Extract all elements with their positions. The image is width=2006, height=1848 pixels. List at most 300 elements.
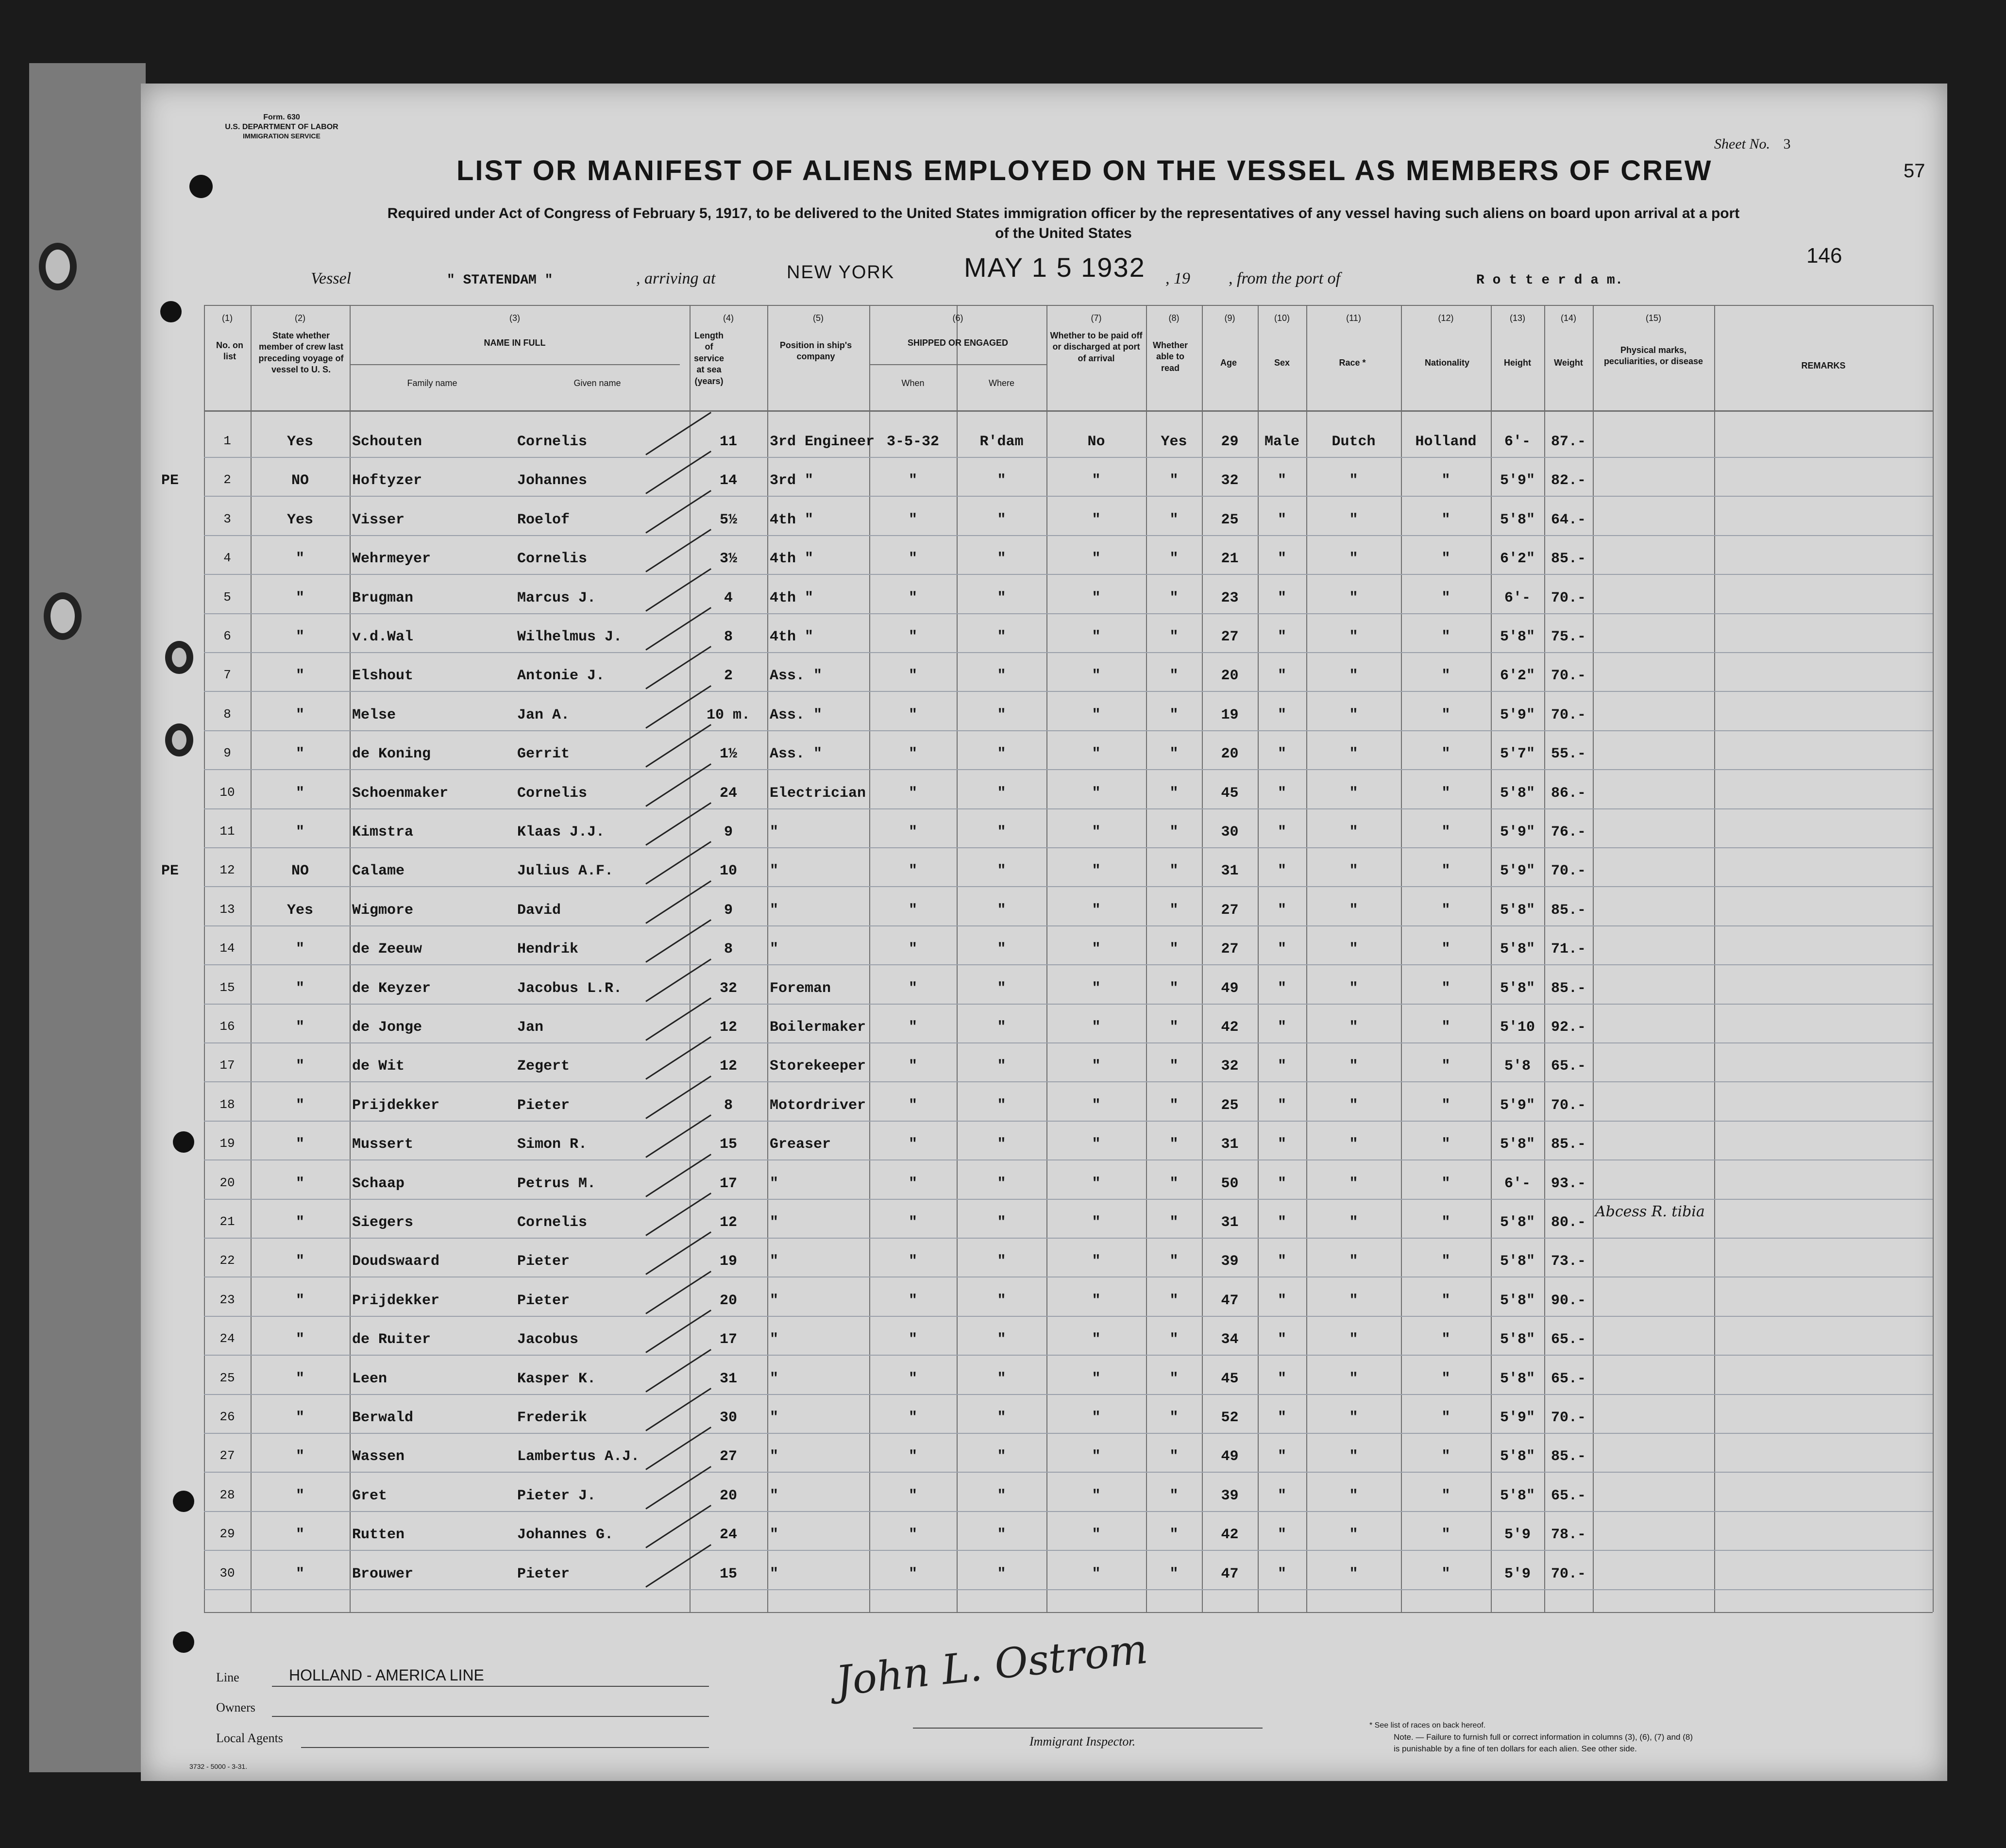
cell-no: 2 (223, 472, 231, 487)
column-rule (1593, 305, 1594, 1612)
cell-nat: " (1441, 668, 1450, 685)
cell-paid: " (1092, 941, 1101, 958)
column-number: (10) (1274, 313, 1290, 323)
cell-weight: 70.- (1551, 668, 1586, 685)
owners-label: Owners (216, 1700, 255, 1714)
cell-weight: 65.- (1551, 1487, 1586, 1504)
cell-position: " (770, 1448, 779, 1465)
corner-number: 57 (1904, 160, 1925, 182)
cell-read: " (1169, 668, 1179, 685)
cell-no: 4 (223, 551, 231, 566)
column-number: (12) (1438, 313, 1454, 323)
cell-weight: 71.- (1551, 941, 1586, 958)
cell-family: Melse (352, 706, 396, 723)
cell-race: " (1349, 746, 1358, 763)
cell-paid: " (1092, 746, 1101, 763)
column-number: (2) (295, 313, 305, 323)
cell-race: " (1349, 629, 1358, 645)
cell-nat: " (1441, 1410, 1450, 1426)
cell-when: " (908, 1292, 917, 1309)
cell-prev: Yes (287, 434, 313, 450)
cell-no: 20 (219, 1175, 235, 1190)
cell-prev: " (295, 824, 304, 840)
cell-prev: " (295, 706, 304, 723)
cell-no: 22 (219, 1253, 235, 1268)
cell-where: " (997, 1058, 1006, 1075)
cell-weight: 85.- (1551, 980, 1586, 997)
cell-nat: " (1441, 589, 1450, 606)
header-where: Where (988, 378, 1014, 388)
cell-position: Greaser (770, 1136, 831, 1153)
inspector-signature: John L. Ostrom (833, 1625, 1150, 1705)
cell-position: " (770, 1527, 779, 1544)
cell-service: 30 (719, 1410, 737, 1426)
cell-age: 49 (1221, 1448, 1239, 1465)
punch-hole-icon (160, 301, 182, 322)
cell-prev: " (295, 1527, 304, 1544)
cell-race: " (1349, 941, 1358, 958)
cell-service: 24 (719, 785, 737, 802)
cell-paid: No (1087, 434, 1105, 450)
cell-race: " (1349, 785, 1358, 802)
table-row-rule (204, 574, 1933, 575)
cell-age: 45 (1221, 785, 1239, 802)
cell-race: " (1349, 472, 1358, 489)
cell-age: 52 (1221, 1410, 1239, 1426)
table-row-rule (204, 1589, 1933, 1590)
cell-nat: " (1441, 941, 1450, 958)
cell-where: " (997, 629, 1006, 645)
cell-no: 23 (219, 1292, 235, 1307)
cell-nat: " (1441, 785, 1450, 802)
cell-sex: Male (1264, 434, 1299, 450)
cell-service: 31 (719, 1370, 737, 1387)
cell-paid: " (1092, 1175, 1101, 1192)
cell-service: 20 (719, 1292, 737, 1309)
cell-where: " (997, 1292, 1006, 1309)
cell-age: 27 (1221, 902, 1239, 919)
cell-given: Cornelis (517, 551, 588, 568)
cell-position: " (770, 1487, 779, 1504)
cell-height: 5'7" (1500, 746, 1535, 763)
cell-no: 8 (223, 706, 231, 722)
cell-when: " (908, 629, 917, 645)
form-number: Form. 630 (263, 113, 300, 121)
cell-weight: 93.- (1551, 1175, 1586, 1192)
cell-given: Hendrik (517, 941, 579, 958)
cell-given: Pieter J. (517, 1487, 596, 1504)
cell-weight: 70.- (1551, 1097, 1586, 1114)
line-label: Line (216, 1670, 239, 1684)
cell-age: 42 (1221, 1019, 1239, 1036)
cell-family: Wassen (352, 1448, 405, 1465)
cell-weight: 76.- (1551, 824, 1586, 840)
cell-service: 1½ (719, 746, 737, 763)
cell-race: " (1349, 824, 1358, 840)
line-field-rule (272, 1686, 709, 1687)
cell-paid: " (1092, 1058, 1101, 1075)
punch-hole-icon (173, 1631, 194, 1653)
shipped-subheader-rule (869, 364, 1046, 365)
cell-paid: " (1092, 785, 1101, 802)
cell-given: Cornelis (517, 1214, 588, 1231)
cell-sex: " (1277, 980, 1286, 997)
cell-given: Frederik (517, 1410, 588, 1426)
cell-prev: " (295, 668, 304, 685)
cell-service: 11 (719, 434, 737, 450)
page-subtitle (214, 204, 1913, 243)
cell-when: " (908, 472, 917, 489)
cell-service: 3½ (719, 551, 737, 568)
cell-age: 39 (1221, 1253, 1239, 1270)
header-name-in-full: NAME IN FULL (484, 338, 546, 348)
cell-prev: " (295, 1565, 304, 1582)
cell-sex: " (1277, 1253, 1286, 1270)
cell-read: " (1169, 1565, 1179, 1582)
cell-when: " (908, 551, 917, 568)
cell-height: 5'10 (1500, 1019, 1535, 1036)
cell-height: 5'9" (1500, 863, 1535, 880)
cell-height: 5'8" (1500, 941, 1535, 958)
cell-paid: " (1092, 1214, 1101, 1231)
cell-age: 47 (1221, 1292, 1239, 1309)
cell-given: Klaas J.J. (517, 824, 605, 840)
cell-position: " (770, 1565, 779, 1582)
vessel-name: " STATENDAM " (447, 273, 553, 288)
cell-nat: " (1441, 1058, 1450, 1075)
cell-paid: " (1092, 589, 1101, 606)
cell-race: " (1349, 1097, 1358, 1114)
cell-no: 1 (223, 434, 231, 448)
cell-nat: " (1441, 1370, 1450, 1387)
cell-read: " (1169, 589, 1179, 606)
header-height: Height (1504, 358, 1531, 368)
header-paid-off: Whether to be paid off or discharged at port of arrival (1050, 331, 1143, 363)
cell-prev: " (295, 1019, 304, 1036)
cell-height: 5'8" (1500, 1331, 1535, 1348)
cell-nat: " (1441, 1565, 1450, 1582)
cell-given: Antonie J. (517, 668, 605, 685)
table-row-rule (204, 1511, 1933, 1512)
cell-when: " (908, 1331, 917, 1348)
cell-service: 12 (719, 1058, 737, 1075)
cell-service: 10 m. (706, 706, 750, 723)
header-sex: Sex (1274, 358, 1290, 368)
cell-service: 14 (719, 472, 737, 489)
cell-position: Ass. " (770, 706, 823, 723)
cell-weight: 64.- (1551, 511, 1586, 528)
cell-where: " (997, 902, 1006, 919)
cell-paid: " (1092, 1487, 1101, 1504)
cell-where: " (997, 785, 1006, 802)
cell-race: " (1349, 668, 1358, 685)
cell-position: 4th " (770, 551, 814, 568)
cell-read: " (1169, 746, 1179, 763)
header-family-name: Family name (407, 378, 457, 388)
cell-given: Cornelis (517, 785, 588, 802)
table-row-rule (204, 886, 1933, 887)
cell-weight: 90.- (1551, 1292, 1586, 1309)
cell-prev: " (295, 1058, 304, 1075)
cell-prev: " (295, 1214, 304, 1231)
cell-height: 6'- (1504, 589, 1531, 606)
header-last-voyage: State whether member of crew last preceding voyage of vessel to U. S. (258, 331, 344, 375)
cell-read: " (1169, 902, 1179, 919)
table-row-rule (204, 925, 1933, 926)
cell-where: " (997, 1175, 1006, 1192)
cell-sex: " (1277, 1331, 1286, 1348)
cell-paid: " (1092, 863, 1101, 880)
cell-weight: 65.- (1551, 1370, 1586, 1387)
cell-service: 8 (724, 941, 733, 958)
cell-prev: " (295, 1410, 304, 1426)
column-number: (4) (723, 313, 734, 323)
cell-no: 5 (223, 589, 231, 605)
column-number: (13) (1509, 313, 1525, 323)
cell-read: " (1169, 1058, 1179, 1075)
column-rule (1714, 305, 1715, 1612)
cell-service: 17 (719, 1175, 737, 1192)
cell-age: 20 (1221, 668, 1239, 685)
column-rule (1933, 305, 1934, 1612)
cell-weight: 86.- (1551, 785, 1586, 802)
cell-where: " (997, 941, 1006, 958)
cell-weight: 70.- (1551, 1410, 1586, 1426)
cell-service: 10 (719, 863, 737, 880)
table-row-rule (204, 1433, 1933, 1434)
cell-where: " (997, 746, 1006, 763)
cell-when: " (908, 511, 917, 528)
cell-sex: " (1277, 706, 1286, 723)
cell-paid: " (1092, 472, 1101, 489)
cell-read: " (1169, 1292, 1179, 1309)
cell-position: 3rd " (770, 472, 814, 489)
cell-given: Kasper K. (517, 1370, 596, 1387)
cell-when: " (908, 863, 917, 880)
cell-age: 31 (1221, 1214, 1239, 1231)
cell-no: 10 (219, 785, 235, 800)
cell-given: Pieter (517, 1292, 570, 1309)
cell-no: 15 (219, 980, 235, 995)
cell-when: " (908, 1448, 917, 1465)
cell-race: " (1349, 1292, 1358, 1309)
cell-race: " (1349, 1331, 1358, 1348)
table-row-rule (204, 1550, 1933, 1551)
cell-when: " (908, 1487, 917, 1504)
table-row-rule (204, 1121, 1933, 1122)
punch-hole-icon (173, 1131, 194, 1153)
cell-prev: Yes (287, 902, 313, 919)
shipping-line: HOLLAND - AMERICA LINE (289, 1666, 484, 1684)
cell-family: Siegers (352, 1214, 414, 1231)
cell-paid: " (1092, 1097, 1101, 1114)
cell-race: " (1349, 589, 1358, 606)
cell-nat: " (1441, 863, 1450, 880)
cell-read: " (1169, 1410, 1179, 1426)
cell-read: " (1169, 1175, 1179, 1192)
cell-weight: 85.- (1551, 902, 1586, 919)
cell-read: " (1169, 629, 1179, 645)
cell-height: 5'9 (1504, 1527, 1531, 1544)
cell-weight: 85.- (1551, 1136, 1586, 1153)
local-agents-label: Local Agents (216, 1731, 283, 1745)
cell-service: 4 (724, 589, 733, 606)
cell-paid: " (1092, 1292, 1101, 1309)
cell-height: 5'8" (1500, 1292, 1535, 1309)
cell-position: 3rd Engineer (770, 434, 875, 450)
cell-no: 11 (219, 824, 235, 839)
cell-nat: " (1441, 902, 1450, 919)
cell-where: " (997, 980, 1006, 997)
cell-when: " (908, 589, 917, 606)
printer-code: 3732 - 5000 - 3-31. (189, 1763, 248, 1770)
cell-height: 6'- (1504, 1175, 1531, 1192)
cell-given: Marcus J. (517, 589, 596, 606)
cell-position: Boilermaker (770, 1019, 866, 1036)
header-race: Race * (1339, 358, 1366, 368)
cell-where: " (997, 1019, 1006, 1036)
inspector-label: Immigrant Inspector. (1029, 1734, 1136, 1748)
cell-weight: 85.- (1551, 1448, 1586, 1465)
cell-where: " (997, 863, 1006, 880)
cell-where: " (997, 1331, 1006, 1348)
cell-prev: " (295, 785, 304, 802)
binder-ring-icon (165, 723, 193, 756)
cell-height: 5'8" (1500, 1136, 1535, 1153)
cell-paid: " (1092, 1527, 1101, 1544)
header-able-to-read: Whether able to read (1153, 340, 1188, 373)
cell-sex: " (1277, 1292, 1286, 1309)
cell-age: 34 (1221, 1331, 1239, 1348)
cell-read: " (1169, 863, 1179, 880)
cell-race: " (1349, 1175, 1358, 1192)
cell-height: 5'9" (1500, 1410, 1535, 1426)
cell-weight: 65.- (1551, 1058, 1586, 1075)
cell-given: Julius A.F. (517, 863, 614, 880)
cell-no: 9 (223, 746, 231, 761)
cell-paid: " (1092, 824, 1101, 840)
cell-when: " (908, 1136, 917, 1153)
cell-race: " (1349, 1214, 1358, 1231)
cell-no: 18 (219, 1097, 235, 1112)
cell-age: 27 (1221, 941, 1239, 958)
cell-paid: " (1092, 1331, 1101, 1348)
cell-position: " (770, 902, 779, 919)
cell-position: " (770, 863, 779, 880)
column-number: (8) (1168, 313, 1180, 323)
cell-height: 5'8 (1504, 1058, 1531, 1075)
cell-family: Brugman (352, 589, 414, 606)
cell-service: 5½ (719, 511, 737, 528)
cell-sex: " (1277, 941, 1286, 958)
cell-nat: " (1441, 1136, 1450, 1153)
cell-where: " (997, 706, 1006, 723)
cell-nat: " (1441, 824, 1450, 840)
page-number: 146 (1806, 244, 1842, 268)
cell-read: " (1169, 551, 1179, 568)
header-shipped-or-engaged: SHIPPED OR ENGAGED (907, 338, 1009, 348)
table-row-rule (204, 1238, 1933, 1239)
punch-hole-icon (189, 175, 213, 198)
cell-family: de Wit (352, 1058, 405, 1075)
cell-no: 25 (219, 1370, 235, 1385)
cell-position: 4th " (770, 511, 814, 528)
inspector-rule (913, 1728, 1263, 1729)
cell-weight: 82.- (1551, 472, 1586, 489)
cell-nat: Holland (1415, 434, 1477, 450)
cell-no: 13 (219, 902, 235, 917)
cell-family: de Keyzer (352, 980, 431, 997)
cell-position: Foreman (770, 980, 831, 997)
cell-given: Pieter (517, 1097, 570, 1114)
cell-position: 4th " (770, 629, 814, 645)
column-number: (6) (952, 313, 963, 323)
cell-sex: " (1277, 1410, 1286, 1426)
cell-age: 30 (1221, 824, 1239, 840)
cell-no: 7 (223, 668, 231, 683)
cell-family: de Ruiter (352, 1331, 431, 1348)
cell-nat: " (1441, 511, 1450, 528)
cell-family: Hoftyzer (352, 472, 422, 489)
cell-height: 5'8" (1500, 1487, 1535, 1504)
cell-age: 47 (1221, 1565, 1239, 1582)
cell-marks: Abcess R. tibia (1595, 1203, 1705, 1220)
cell-service: 19 (719, 1253, 737, 1270)
cell-family: Gret (352, 1487, 388, 1504)
cell-given: Zegert (517, 1058, 570, 1075)
column-number: (7) (1091, 313, 1102, 323)
cell-prev: NO (291, 863, 309, 880)
cell-given: Jacobus (517, 1331, 579, 1348)
cell-when: " (908, 1175, 917, 1192)
cell-where: " (997, 1448, 1006, 1465)
cell-race: " (1349, 1565, 1358, 1582)
table-row-rule (204, 1316, 1933, 1317)
cell-nat: " (1441, 1253, 1450, 1270)
header-age: Age (1220, 358, 1237, 368)
cell-paid: " (1092, 668, 1101, 685)
cell-sex: " (1277, 1370, 1286, 1387)
cell-height: 5'8" (1500, 629, 1535, 645)
cell-paid: " (1092, 551, 1101, 568)
cell-age: 23 (1221, 589, 1239, 606)
cell-race: " (1349, 1410, 1358, 1426)
cell-read: " (1169, 824, 1179, 840)
cell-given: Jan A. (517, 706, 570, 723)
table-row-rule (204, 730, 1933, 731)
cell-prev: " (295, 1487, 304, 1504)
cell-weight: 70.- (1551, 706, 1586, 723)
cell-height: 5'9" (1500, 1097, 1535, 1114)
cell-family: Calame (352, 863, 405, 880)
cell-position: " (770, 1253, 779, 1270)
penalty-note-2: is punishable by a fine of ten dollars for each alien. See other side. (1394, 1744, 1637, 1753)
cell-read: " (1169, 706, 1179, 723)
cell-race: " (1349, 1370, 1358, 1387)
cell-service: 32 (719, 980, 737, 997)
cell-where: " (997, 1214, 1006, 1231)
cell-read: " (1169, 511, 1179, 528)
column-rule (350, 305, 351, 1612)
cell-sex: " (1277, 1097, 1286, 1114)
cell-given: Simon R. (517, 1136, 588, 1153)
cell-height: 5'8" (1500, 1214, 1535, 1231)
penalty-note-1: Note. — Failure to furnish full or correct information in columns (3), (6), (7) and (8) (1394, 1732, 1693, 1742)
cell-age: 31 (1221, 1136, 1239, 1153)
cell-read: " (1169, 1527, 1179, 1544)
cell-height: 5'8" (1500, 1253, 1535, 1270)
cell-given: Cornelis (517, 434, 588, 450)
